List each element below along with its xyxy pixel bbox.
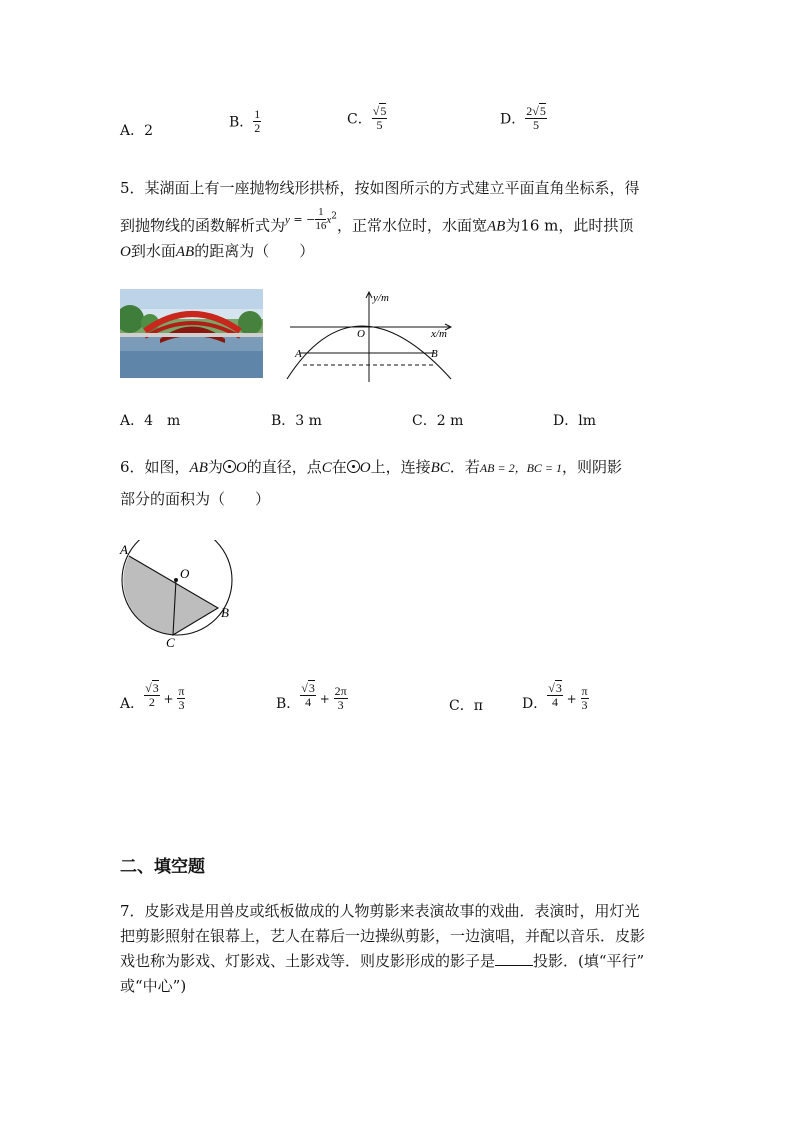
q4-option-d[interactable]: D． $\frac{2√5}{5}$ (500, 104, 546, 132)
q7-line3: 戏也称为影戏、灯影戏、土影戏等．则皮影形成的影子是 投影．(填“平行” (120, 952, 645, 970)
answer-blank[interactable] (495, 951, 533, 966)
q6-option-c[interactable]: C．π (449, 698, 483, 714)
q5-line3: O到水面AB的距离为（ ） (120, 242, 315, 260)
y-label: y/m (373, 292, 389, 304)
q5-option-b[interactable]: B．3 m (271, 413, 322, 429)
circle-icon (223, 460, 236, 473)
fraction: $\frac{√5}{5}$ (372, 104, 387, 132)
q5-option-a[interactable]: A．4 m (120, 413, 181, 429)
circle-figure (116, 540, 241, 650)
q4-option-c[interactable]: C． $\frac{√5}{5}$ (347, 104, 387, 132)
fraction: $\frac{2√5}{5}$ (526, 104, 546, 132)
q5-option-c[interactable]: C．2 m (412, 413, 464, 429)
q5-option-d[interactable]: D．lm (553, 413, 596, 429)
q4-option-b[interactable]: B． $\frac{1}{2}$ (229, 107, 261, 135)
center-point (174, 578, 178, 582)
origin-label: O (357, 328, 365, 340)
label-a: A (120, 542, 128, 557)
label-c: C (166, 635, 175, 650)
q5-line2: 到抛物线的函数解析式为$^{y = - \frac{1}{16} x^2}$，正常水位时，水面宽AB为16 m，此时拱顶 (120, 206, 634, 235)
bridge-photo (120, 289, 263, 378)
q7-line4: 或“中心”) (120, 977, 187, 995)
parabola-graph (285, 287, 460, 382)
x-label: x/m (431, 328, 447, 340)
q7-line2: 把剪影照射在银幕上，艺人在幕后一边操纵剪影，一边演唱，并配以音乐．皮影 (120, 927, 646, 945)
circle-icon (347, 460, 360, 473)
q5-line1: 5．某湖面上有一座抛物线形拱桥，按如图所示的方式建立平面直角坐标系，得 (120, 179, 640, 197)
formula: y = − 1 16 x2 (285, 206, 337, 232)
q6-option-d[interactable]: D． $\frac{√3}{4}$ + $\frac{\pi}{3}$ (522, 681, 588, 712)
q6-line2: 部分的面积为（ ） (120, 490, 271, 508)
q4-option-a[interactable]: A．2 (120, 123, 154, 139)
label-b: B (221, 605, 229, 620)
point-a-label: A (295, 348, 302, 360)
point-b-label: B (431, 348, 438, 360)
q6-option-b[interactable]: B． $\frac{√3}{4}$ + $\frac{2\pi}{3}$ (276, 681, 347, 712)
fraction: $\frac{1}{2}$ (254, 107, 261, 135)
q6-option-a[interactable]: A． $\frac{√3}{2}$ + $\frac{\pi}{3}$ (120, 681, 185, 712)
q6-line1: 6．如图，AB为 O的直径，点C在 O上，连接BC．若AB = 2，BC = 1，则阴影 (120, 458, 623, 476)
q7-line1: 7．皮影戏是用兽皮或纸板做成的人物剪影来表演故事的戏曲．表演时，用灯光 (120, 902, 640, 920)
label-o: O (180, 566, 190, 581)
section-title: 二、填空题 (120, 857, 205, 877)
